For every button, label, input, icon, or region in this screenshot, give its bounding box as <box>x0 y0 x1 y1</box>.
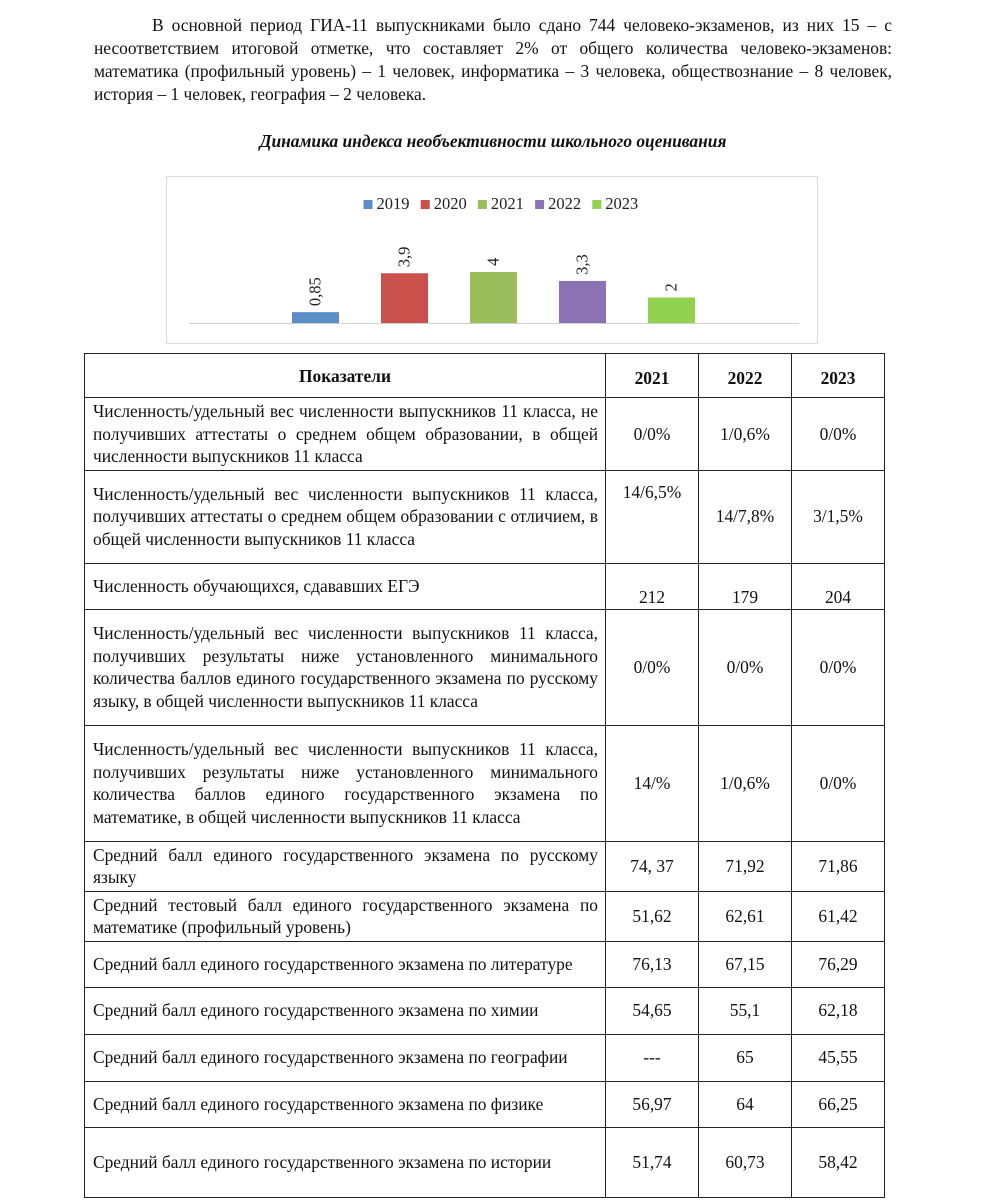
legend-swatch <box>421 200 430 209</box>
legend-swatch <box>364 200 373 209</box>
bar-chart-canvas <box>167 177 819 345</box>
table-row <box>85 941 885 987</box>
table-row <box>85 609 885 725</box>
row-label: Численность/удельный вес численности выпускников 11 класса, не получивших аттестаты о среднем общем образовании, в общей численности выпускников 11 класса <box>85 398 606 471</box>
cell-value: 1/0,6% <box>699 725 792 841</box>
table-row <box>85 470 885 563</box>
row-label: Средний тестовый балл единого государственного экзамена по математике (профильный уровень) <box>85 891 606 941</box>
cell-value: 51,74 <box>606 1127 699 1197</box>
cell-value: 0/0% <box>699 609 792 725</box>
cell-value: 58,42 <box>792 1127 885 1197</box>
table-row <box>85 841 885 891</box>
row-label: Средний балл единого государственного экзамена по географии <box>85 1034 606 1081</box>
cell-value: 212 <box>606 563 699 609</box>
cell-value: 74, 37 <box>606 841 699 891</box>
cell-value: 51,62 <box>606 891 699 941</box>
indicators-table <box>84 353 885 1198</box>
row-label: Средний балл единого государственного экзамена по физике <box>85 1081 606 1127</box>
header-label: Показатели <box>85 354 606 398</box>
cell-value: 1/0,6% <box>699 398 792 471</box>
cell-value: 76,13 <box>606 941 699 987</box>
table-row <box>85 398 885 471</box>
table-row <box>85 563 885 609</box>
cell-value: 71,86 <box>792 841 885 891</box>
row-label: Численность/удельный вес численности выпускников 11 класса, получивших аттестаты о среднем общем образовании с отличием, в общей численности выпускников 11 класса <box>85 470 606 563</box>
bar <box>559 281 606 323</box>
cell-value: 0/0% <box>606 609 699 725</box>
table-row <box>85 725 885 841</box>
row-label: Численность/удельный вес численности выпускников 11 класса, получивших результаты ниже установленного минимального количества баллов единого государственного экзамена по математике, в общей численности выпускников 11 класса <box>85 725 606 841</box>
table-row <box>85 987 885 1034</box>
legend-label: 2021 <box>490 194 524 213</box>
data-label: 3,9 <box>394 246 414 268</box>
chart-title: Динамика индекса необъективности школьного оценивания <box>259 131 727 151</box>
cell-value: --- <box>606 1034 699 1081</box>
legend-label: 2023 <box>605 194 639 213</box>
row-label: Средний балл единого государственного экзамена по литературе <box>85 941 606 987</box>
cell-value: 66,25 <box>792 1081 885 1127</box>
cell-value: 204 <box>792 563 885 609</box>
cell-value: 60,73 <box>699 1127 792 1197</box>
legend-label: 2022 <box>548 194 582 213</box>
header-year: 2022 <box>699 354 792 398</box>
cell-value: 14/6,5% <box>606 470 699 563</box>
cell-value: 67,15 <box>699 941 792 987</box>
data-label: 4 <box>483 257 503 266</box>
bar <box>381 273 428 323</box>
table-row <box>85 891 885 941</box>
legend-label: 2020 <box>433 194 467 213</box>
bar <box>470 272 517 323</box>
table-header-row <box>85 354 885 398</box>
cell-value: 14/% <box>606 725 699 841</box>
cell-value: 0/0% <box>792 725 885 841</box>
cell-value: 65 <box>699 1034 792 1081</box>
row-label: Средний балл единого государственного экзамена по химии <box>85 987 606 1034</box>
cell-value: 76,29 <box>792 941 885 987</box>
cell-value: 14/7,8% <box>699 470 792 563</box>
row-label: Численность обучающихся, сдававших ЕГЭ <box>85 563 606 609</box>
cell-value: 64 <box>699 1081 792 1127</box>
bar <box>292 312 339 323</box>
cell-value: 55,1 <box>699 987 792 1034</box>
table-row <box>85 1127 885 1197</box>
cell-value: 71,92 <box>699 841 792 891</box>
legend-swatch <box>478 200 487 209</box>
row-label: Средний балл единого государственного экзамена по русскому языку <box>85 841 606 891</box>
cell-value: 54,65 <box>606 987 699 1034</box>
header-year: 2021 <box>606 354 699 398</box>
row-label: Средний балл единого государственного экзамена по истории <box>85 1127 606 1197</box>
cell-value: 0/0% <box>792 609 885 725</box>
header-year: 2023 <box>792 354 885 398</box>
cell-value: 62,61 <box>699 891 792 941</box>
cell-value: 56,97 <box>606 1081 699 1127</box>
cell-value: 0/0% <box>792 398 885 471</box>
table-row <box>85 1081 885 1127</box>
bar-chart <box>166 176 818 344</box>
data-label: 0,85 <box>305 277 325 307</box>
cell-value: 62,18 <box>792 987 885 1034</box>
legend-swatch <box>592 200 601 209</box>
cell-value: 0/0% <box>606 398 699 471</box>
data-label: 3,3 <box>572 254 592 275</box>
row-label: Численность/удельный вес численности выпускников 11 класса, получивших результаты ниже установленного минимального количества баллов единого государственного экзамена по русскому языку, в общей численности выпускников 11 класса <box>85 609 606 725</box>
table-row <box>85 1034 885 1081</box>
intro-paragraph: В основной период ГИА-11 выпускниками было сдано 744 человеко-экзаменов, из них 15 – с несоответствием итоговой отметке, что составляет 2% от общего количества человеко-экзаменов: математика (профильный уровень) – 1 человек, информатика – 3 человека, обществознание – 8 человек, история – 1 человек, география – 2 человека. <box>94 15 892 104</box>
cell-value: 61,42 <box>792 891 885 941</box>
legend-swatch <box>535 200 544 209</box>
cell-value: 3/1,5% <box>792 470 885 563</box>
data-label: 2 <box>661 283 681 292</box>
cell-value: 179 <box>699 563 792 609</box>
legend-label: 2019 <box>376 194 410 213</box>
cell-value: 45,55 <box>792 1034 885 1081</box>
bar <box>648 298 695 324</box>
